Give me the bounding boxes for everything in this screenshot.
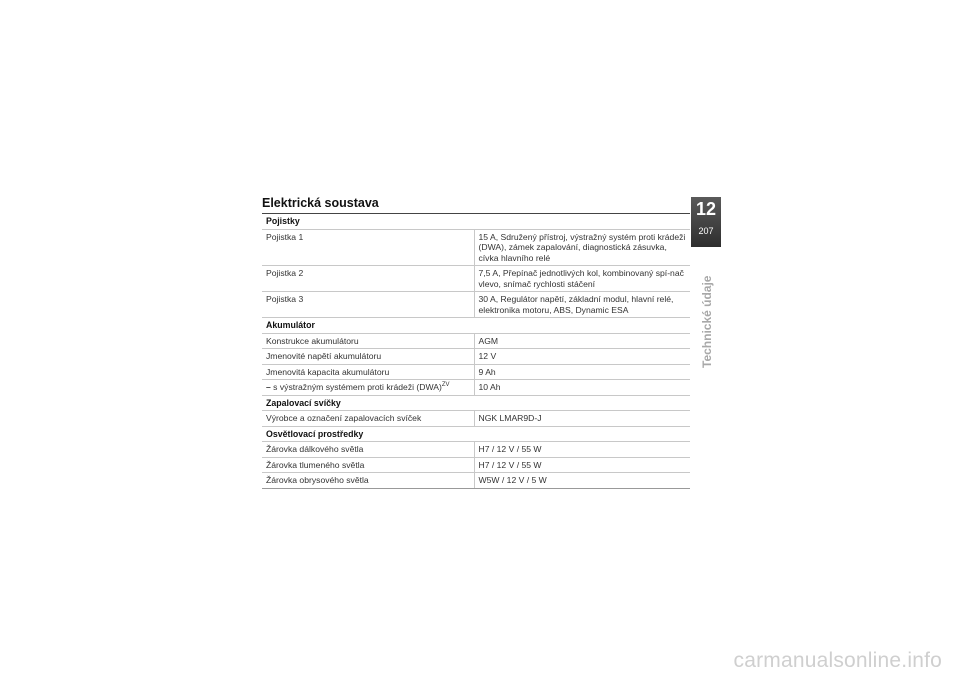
- row-value: 10 Ah: [474, 380, 690, 396]
- row-label-with-dash: [262, 380, 474, 396]
- row-label: Pojistka 1: [262, 229, 474, 266]
- section-heading-row: [262, 426, 690, 442]
- section-heading-row: [262, 318, 690, 334]
- table-row: [262, 473, 690, 489]
- section-heading: Akumulátor: [262, 318, 690, 334]
- spec-table: [262, 213, 690, 489]
- row-value: 9 Ah: [474, 364, 690, 380]
- table-row: [262, 442, 690, 458]
- table-row: [262, 380, 690, 396]
- section-heading: Zapalovací svíčky: [262, 395, 690, 411]
- section-heading-row: [262, 395, 690, 411]
- row-value: AGM: [474, 333, 690, 349]
- section-heading: Pojistky: [262, 214, 690, 230]
- row-label: Výrobce a označení zapalovacích svíček: [262, 411, 474, 427]
- page-number: 207: [698, 226, 714, 236]
- row-label: Pojistka 2: [262, 266, 474, 292]
- page-title: Elektrická soustava: [262, 196, 379, 210]
- row-label: Konstrukce akumulátoru: [262, 333, 474, 349]
- row-label: Jmenovité napětí akumulátoru: [262, 349, 474, 365]
- section-heading: Osvětlovací prostředky: [262, 426, 690, 442]
- table-row: [262, 229, 690, 266]
- table-row: [262, 349, 690, 365]
- table-row: [262, 266, 690, 292]
- chapter-number: 12: [695, 199, 717, 219]
- row-value: H7 / 12 V / 55 W: [474, 442, 690, 458]
- chapter-side-label: Technické údaje: [700, 275, 714, 368]
- row-value: NGK LMAR9D-J: [474, 411, 690, 427]
- row-label: Žárovka dálkového světla: [262, 442, 474, 458]
- row-label: Žárovka obrysového světla: [262, 473, 474, 489]
- row-label: Pojistka 3: [262, 292, 474, 318]
- section-heading-row: [262, 214, 690, 230]
- row-value: H7 / 12 V / 55 W: [474, 457, 690, 473]
- row-label: s výstražným systémem proti krádeži (DWA): [273, 382, 442, 392]
- table-row: [262, 364, 690, 380]
- row-value: 15 A, Sdružený přístroj, výstražný systém proti krádeži (DWA), zámek zapalování, diagnostická zásuvka, cívka hlavního relé: [474, 229, 690, 266]
- table-row: [262, 333, 690, 349]
- watermark: carmanualsonline.info: [733, 649, 942, 672]
- row-value: 30 A, Regulátor napětí, základní modul, hlavní relé, elektronika motoru, ABS, Dynamic ESA: [474, 292, 690, 318]
- row-value: 7,5 A, Přepínač jednotlivých kol, kombinovaný spí-nač vlevo, snímač rychlosti stáčení: [474, 266, 690, 292]
- option-superscript: ZV: [441, 382, 450, 389]
- table-row: [262, 457, 690, 473]
- dash-marker: –: [266, 382, 271, 392]
- table-row: [262, 411, 690, 427]
- row-value: W5W / 12 V / 5 W: [474, 473, 690, 489]
- row-value: 12 V: [474, 349, 690, 365]
- row-label: Jmenovitá kapacita akumulátoru: [262, 364, 474, 380]
- table-row: [262, 292, 690, 318]
- row-label: Žárovka tlumeného světla: [262, 457, 474, 473]
